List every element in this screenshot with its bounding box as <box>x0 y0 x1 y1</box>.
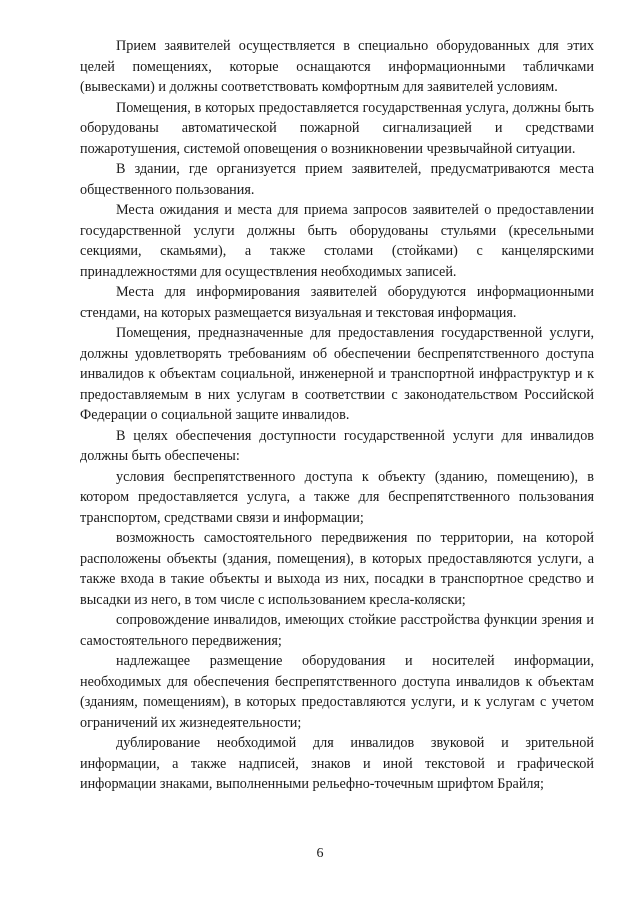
paragraph-6: Помещения, предназначенные для предоставления государственной услуги, должны удовлетворять требованиям об обеспечении беспрепятственного доступа инвалидов к объектам социальной, инженерной и транспортной инфраструктур и к предоставляемым в них услугам в соответствии с законодательством Российской Федерации о социальной защите инвалидов. <box>80 325 594 423</box>
paragraph-2: Помещения, в которых предоставляется государственная услуга, должны быть оборудованы автоматической пожарной сигнализацией и средствами пожаротушения, системой оповещения о возникновении чрезвычайной ситуации. <box>80 99 594 157</box>
list-item-3: сопровождение инвалидов, имеющих стойкие расстройства функции зрения и самостоятельного передвижения; <box>80 612 594 649</box>
list-item-5: дублирование необходимой для инвалидов звуковой и зрительной информации, а также надписей, знаков и иной текстовой и графической информации знаками, выполненными рельефно-точечным шрифтом Брайля; <box>80 735 594 792</box>
page-number: 6 <box>316 846 324 861</box>
paragraph-1: Прием заявителей осуществляется в специально оборудованных для этих целей помещениях, которые оснащаются информационными табличками (вывесками) и должны соответствовать комфортным для заявителей условиям. <box>80 38 594 95</box>
body-text <box>80 36 594 795</box>
list-item-4: надлежащее размещение оборудования и носителей информации, необходимых для обеспечения беспрепятственного доступа инвалидов к объектам (зданиям, помещениям), в которых предоставляются услуги, и к услугам с учетом ограничений их жизнедеятельности; <box>80 653 594 731</box>
paragraph-4: Места ожидания и места для приема запросов заявителей о предоставлении государственной услуги должны быть оборудованы стульями (кресельными секциями, скамьями), а также столами (стойками) с канцелярскими принадлежностями для осуществления необходимых записей. <box>80 202 594 280</box>
paragraph-3: В здании, где организуется прием заявителей, предусматриваются места общественного пользования. <box>80 161 594 198</box>
paragraph-5: Места для информирования заявителей оборудуются информационными стендами, на которых размещается визуальная и текстовая информация. <box>80 284 594 321</box>
paragraph-7: В целях обеспечения доступности государственной услуги для инвалидов должны быть обеспечены: <box>80 427 594 464</box>
list-item-2: возможность самостоятельного передвижения по территории, на которой расположены объекты (здания, помещения), в которых предоставляются услуги, а также входа в такие объекты и выхода из них, посадки в транспортное средство и высадки из него, в том числе с использованием кресла-коляски; <box>80 530 594 608</box>
list-item-1: условия беспрепятственного доступа к объекту (зданию, помещению), в котором предоставляется услуга, а также для беспрепятственного пользования транспортом, средствами связи и информации; <box>80 468 594 526</box>
